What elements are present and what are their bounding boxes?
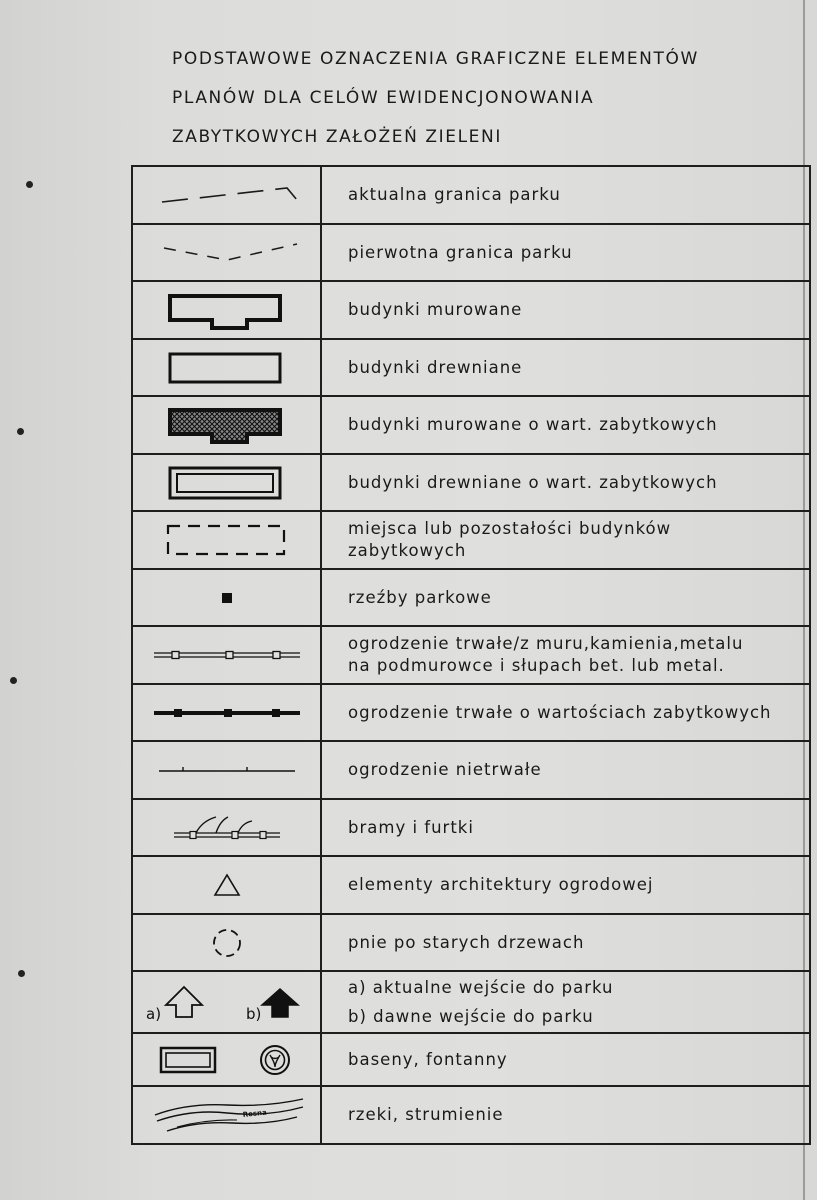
legend-row bbox=[132, 454, 810, 511]
masonry-building-icon bbox=[167, 290, 287, 330]
legend-label: pnie po starych drzewach bbox=[321, 914, 810, 971]
short-dashed-line-icon bbox=[152, 238, 302, 268]
legend-symbol-cell bbox=[132, 1086, 321, 1144]
legend-row bbox=[132, 569, 810, 626]
legend-row bbox=[132, 511, 810, 569]
legend-symbol-cell bbox=[132, 914, 321, 971]
legend-label: miejsca lub pozostałości budynków zabytkowych bbox=[321, 511, 810, 569]
current-entrance-arrow-icon bbox=[166, 987, 202, 1017]
wooden-building-icon bbox=[167, 350, 287, 386]
legend-row bbox=[132, 281, 810, 339]
sculpture-icon bbox=[220, 591, 234, 605]
legend-symbol-cell bbox=[132, 166, 321, 224]
legend-symbol-cell bbox=[132, 511, 321, 569]
legend-row bbox=[132, 166, 810, 224]
title-line-2: PLANÓW DLA CELÓW EWIDENCJONOWANIA bbox=[172, 88, 595, 108]
title-line-3: ZABYTKOWYCH ZAŁOŻEŃ ZIELENI bbox=[172, 127, 502, 147]
legend-symbol-cell bbox=[132, 281, 321, 339]
legend-row bbox=[132, 914, 810, 971]
legend-row bbox=[132, 799, 810, 856]
gate-icon bbox=[172, 811, 282, 845]
legend-symbol-cell bbox=[132, 799, 321, 856]
legend-row bbox=[132, 396, 810, 454]
temporary-fence-icon bbox=[157, 763, 297, 777]
dashed-line-icon bbox=[152, 183, 302, 207]
historic-masonry-building-icon bbox=[167, 404, 287, 446]
permanent-fence-icon bbox=[152, 647, 302, 663]
legend-label: ogrodzenie nietrwałe bbox=[321, 741, 810, 799]
legend-row bbox=[132, 1033, 810, 1086]
legend-row bbox=[132, 741, 810, 799]
legend-symbol-cell bbox=[132, 1033, 321, 1086]
legend-label: budynki murowane o wart. zabytkowych bbox=[321, 396, 810, 454]
punch-hole bbox=[18, 970, 25, 977]
legend-row bbox=[132, 971, 810, 1033]
historic-wooden-building-icon bbox=[167, 464, 287, 502]
legend-label: elementy architektury ogrodowej bbox=[321, 856, 810, 914]
legend-symbol-cell bbox=[132, 339, 321, 396]
entrance-a-marker: a) bbox=[145, 1005, 161, 1023]
legend-label: bramy i furtki bbox=[321, 799, 810, 856]
river-name-label: Rosna bbox=[241, 1108, 267, 1119]
legend-symbol-cell bbox=[132, 626, 321, 684]
former-entrance-arrow-icon bbox=[262, 989, 298, 1017]
title-line-1: PODSTAWOWE OZNACZENIA GRAFICZNE ELEMENTÓW bbox=[172, 49, 699, 69]
legend-symbol-cell bbox=[132, 569, 321, 626]
dashed-circle-icon bbox=[209, 925, 245, 961]
legend-symbol-cell bbox=[132, 684, 321, 741]
document-title bbox=[172, 40, 772, 157]
legend-label: budynki drewniane bbox=[321, 339, 810, 396]
triangle-icon bbox=[212, 872, 242, 898]
legend-label: rzeźby parkowe bbox=[321, 569, 810, 626]
legend-row bbox=[132, 1086, 810, 1144]
legend-symbol-cell bbox=[132, 741, 321, 799]
legend-label: budynki murowane bbox=[321, 281, 810, 339]
legend-row bbox=[132, 856, 810, 914]
legend-label: ogrodzenie trwałe o wartościach zabytkowych bbox=[321, 684, 810, 741]
river-icon bbox=[147, 1093, 307, 1137]
legend-row bbox=[132, 339, 810, 396]
pool-fountain-icon bbox=[157, 1043, 297, 1077]
legend-label: ogrodzenie trwałe/z muru,kamienia,metalu na podmurowce i słupach bet. lub metal. bbox=[321, 626, 810, 684]
historic-fence-icon bbox=[152, 705, 302, 721]
entrance-arrows-icon bbox=[142, 979, 312, 1025]
legend-label: budynki drewniane o wart. zabytkowych bbox=[321, 454, 810, 511]
legend-row bbox=[132, 626, 810, 684]
legend-label: pierwotna granica parku bbox=[321, 224, 810, 281]
legend-symbol-cell bbox=[132, 224, 321, 281]
legend-label: a) aktualne wejście do parku b) dawne wejście do parku bbox=[321, 971, 810, 1033]
legend-label: rzeki, strumienie bbox=[321, 1086, 810, 1144]
legend-label: baseny, fontanny bbox=[321, 1033, 810, 1086]
legend-table bbox=[131, 165, 811, 1145]
legend-symbol-cell bbox=[132, 971, 321, 1033]
legend-label: aktualna granica parku bbox=[321, 166, 810, 224]
legend-row bbox=[132, 224, 810, 281]
pool-icon bbox=[161, 1048, 215, 1072]
legend-symbol-cell bbox=[132, 454, 321, 511]
entrance-b-marker: b) bbox=[245, 1005, 261, 1023]
building-remains-icon bbox=[165, 522, 289, 558]
punch-hole bbox=[10, 677, 17, 684]
legend-symbol-cell bbox=[132, 856, 321, 914]
legend-symbol-cell bbox=[132, 396, 321, 454]
legend-row bbox=[132, 684, 810, 741]
punch-hole bbox=[26, 181, 33, 188]
punch-hole bbox=[17, 428, 24, 435]
